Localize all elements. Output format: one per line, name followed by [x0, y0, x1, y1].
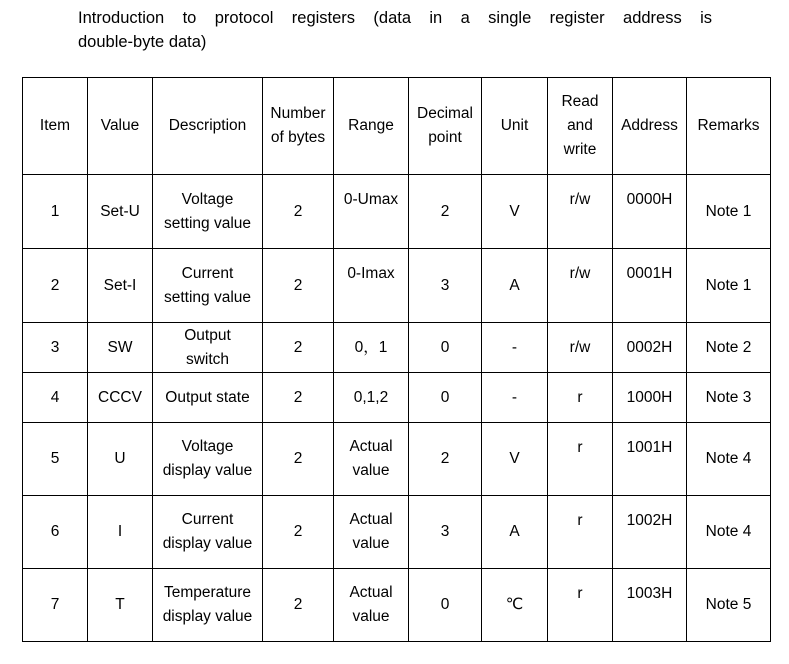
register-table	[22, 77, 771, 642]
unit-text: A	[509, 523, 520, 540]
rw-text: r/w	[569, 339, 591, 356]
cell-unit	[482, 423, 548, 496]
rw-text: r/w	[569, 191, 591, 208]
description-line-1: Voltage	[181, 190, 234, 208]
unit-text: V	[509, 450, 520, 467]
cell-decimal	[409, 423, 482, 496]
range-line-1: 0-Imax	[347, 265, 395, 282]
address-text: 1002H	[626, 512, 673, 529]
cell-value	[88, 496, 153, 569]
item-text: 2	[50, 276, 60, 294]
description-line-2: setting value	[163, 214, 252, 232]
item-text: 6	[50, 523, 60, 540]
bytes-text: 2	[293, 450, 303, 467]
cell-rw	[548, 423, 613, 496]
decimal-text: 0	[440, 338, 450, 356]
cell-decimal	[409, 175, 482, 249]
cell-decimal	[409, 323, 482, 373]
description-line-2: setting value	[163, 288, 252, 306]
range-line-1: 0-Umax	[343, 191, 399, 208]
cell-description	[153, 175, 263, 249]
cell-bytes	[263, 249, 334, 323]
cell-address	[613, 569, 687, 642]
cell-decimal	[409, 569, 482, 642]
cell-value	[88, 569, 153, 642]
cell-remarks	[687, 323, 771, 373]
decimal-text: 3	[440, 523, 450, 540]
remarks-text: Note 2	[705, 338, 752, 356]
header-remarks: Remarks	[687, 78, 771, 175]
remarks-text: Note 1	[705, 276, 752, 294]
cell-description	[153, 569, 263, 642]
header-row	[23, 78, 771, 175]
cell-bytes	[263, 323, 334, 373]
cell-remarks	[687, 249, 771, 323]
address-text: 1000H	[626, 389, 673, 406]
rw-text: r	[577, 585, 583, 602]
table-row	[23, 323, 771, 373]
cell-unit	[482, 175, 548, 249]
address-text: 0000H	[626, 191, 673, 208]
cell-range	[334, 323, 409, 373]
rw-text: r	[577, 512, 583, 529]
cell-description	[153, 249, 263, 323]
unit-text: V	[509, 202, 520, 220]
cell-address	[613, 323, 687, 373]
header-unit: Unit	[482, 78, 548, 175]
cell-value	[88, 175, 153, 249]
header-description: Description	[153, 78, 263, 175]
table-row	[23, 496, 771, 569]
description-line-1: Current	[181, 511, 234, 528]
bytes-text: 2	[293, 596, 303, 613]
unit-text: -	[511, 388, 518, 406]
cell-description	[153, 423, 263, 496]
cell-address	[613, 249, 687, 323]
header-bytes-line-1: Number	[270, 105, 326, 122]
cell-decimal	[409, 249, 482, 323]
cell-remarks	[687, 175, 771, 249]
cell-range	[334, 569, 409, 642]
cell-item	[23, 249, 88, 323]
cell-remarks	[687, 373, 771, 423]
cell-rw	[548, 249, 613, 323]
range-line-1: 0,1,2	[353, 389, 389, 406]
cell-range	[334, 423, 409, 496]
cell-item	[23, 373, 88, 423]
value-text: I	[117, 523, 123, 540]
cell-rw	[548, 175, 613, 249]
bytes-text: 2	[293, 276, 303, 294]
cell-address	[613, 175, 687, 249]
description-line-1: Output state	[165, 388, 250, 406]
address-text: 1001H	[626, 439, 673, 456]
decimal-text: 0	[440, 388, 450, 406]
cell-item	[23, 496, 88, 569]
decimal-text: 2	[440, 202, 450, 220]
cell-rw	[548, 323, 613, 373]
cell-unit	[482, 373, 548, 423]
header-item: Item	[23, 78, 88, 175]
header-rw-line-2: and	[567, 117, 593, 134]
header-decimal	[409, 78, 482, 175]
intro-line-1: Introduction to protocol registers (data in a single register address is	[78, 9, 712, 27]
intro-line-2: double-byte data)	[78, 33, 207, 51]
table-row	[23, 423, 771, 496]
cell-decimal	[409, 373, 482, 423]
cell-value	[88, 373, 153, 423]
description-line-2: display value	[162, 608, 253, 625]
cell-description	[153, 323, 263, 373]
cell-unit	[482, 569, 548, 642]
header-decimal-line-1: Decimal	[417, 105, 473, 122]
range-line-2: value	[352, 608, 390, 625]
decimal-text: 0	[440, 596, 450, 613]
value-text: CCCV	[98, 388, 142, 406]
range-line-1: Actual	[349, 511, 393, 528]
item-text: 7	[50, 596, 60, 613]
item-text: 3	[50, 338, 60, 356]
cell-range	[334, 496, 409, 569]
header-rw	[548, 78, 613, 175]
table-row	[23, 175, 771, 249]
rw-text: r	[577, 389, 583, 406]
range-line-1: 0，1	[354, 339, 388, 356]
cell-range	[334, 373, 409, 423]
cell-rw	[548, 569, 613, 642]
unit-text: -	[511, 338, 518, 356]
cell-description	[153, 373, 263, 423]
cell-item	[23, 323, 88, 373]
range-line-1: Actual	[349, 438, 393, 455]
cell-bytes	[263, 175, 334, 249]
cell-rw	[548, 496, 613, 569]
cell-range	[334, 249, 409, 323]
value-text: Set-I	[103, 276, 137, 294]
header-rw-line-1: Read	[561, 93, 599, 110]
cell-bytes	[263, 423, 334, 496]
cell-remarks	[687, 496, 771, 569]
description-line-1: Voltage	[181, 438, 234, 455]
intro-paragraph	[78, 6, 712, 54]
remarks-text: Note 3	[705, 388, 752, 406]
cell-value	[88, 423, 153, 496]
remarks-text: Note 4	[705, 523, 752, 540]
description-line-2: display value	[162, 462, 253, 479]
value-text: SW	[107, 338, 133, 356]
description-line-2: switch	[185, 350, 230, 368]
cell-rw	[548, 373, 613, 423]
address-text: 1003H	[626, 585, 673, 602]
header-bytes	[263, 78, 334, 175]
cell-remarks	[687, 569, 771, 642]
address-text: 0002H	[626, 339, 673, 356]
table-row	[23, 373, 771, 423]
table-row	[23, 569, 771, 642]
header-range: Range	[334, 78, 409, 175]
description-line-2: display value	[162, 535, 253, 552]
decimal-text: 2	[440, 450, 450, 467]
cell-item	[23, 175, 88, 249]
bytes-text: 2	[293, 202, 303, 220]
cell-unit	[482, 496, 548, 569]
cell-range	[334, 175, 409, 249]
cell-address	[613, 373, 687, 423]
value-text: Set-U	[100, 202, 140, 220]
bytes-text: 2	[293, 338, 303, 356]
description-line-1: Temperature	[163, 584, 251, 601]
cell-bytes	[263, 373, 334, 423]
cell-unit	[482, 323, 548, 373]
range-line-1: Actual	[349, 584, 393, 601]
cell-decimal	[409, 496, 482, 569]
remarks-text: Note 1	[705, 202, 752, 220]
cell-description	[153, 496, 263, 569]
cell-value	[88, 249, 153, 323]
description-line-1: Current	[181, 264, 234, 282]
header-decimal-line-2: point	[428, 129, 462, 146]
cell-value	[88, 323, 153, 373]
rw-text: r	[577, 439, 583, 456]
cell-item	[23, 423, 88, 496]
description-line-1: Output	[184, 326, 231, 344]
header-rw-line-3: write	[563, 141, 597, 158]
item-text: 5	[50, 450, 60, 467]
rw-text: r/w	[569, 265, 591, 282]
decimal-text: 3	[440, 276, 450, 294]
bytes-text: 2	[293, 523, 303, 540]
cell-bytes	[263, 569, 334, 642]
unit-text: ℃	[505, 596, 524, 613]
item-text: 4	[50, 388, 60, 406]
range-line-2: value	[352, 462, 390, 479]
cell-item	[23, 569, 88, 642]
remarks-text: Note 4	[705, 450, 752, 467]
table-row	[23, 249, 771, 323]
address-text: 0001H	[626, 265, 673, 282]
value-text: U	[114, 450, 126, 467]
cell-remarks	[687, 423, 771, 496]
value-text: T	[115, 596, 125, 613]
cell-address	[613, 423, 687, 496]
remarks-text: Note 5	[705, 596, 752, 613]
header-value: Value	[88, 78, 153, 175]
header-address: Address	[613, 78, 687, 175]
bytes-text: 2	[293, 388, 303, 406]
range-line-2: value	[352, 535, 390, 552]
unit-text: A	[509, 276, 520, 294]
cell-unit	[482, 249, 548, 323]
header-bytes-line-2: of bytes	[270, 129, 326, 146]
item-text: 1	[50, 202, 60, 220]
cell-address	[613, 496, 687, 569]
cell-bytes	[263, 496, 334, 569]
